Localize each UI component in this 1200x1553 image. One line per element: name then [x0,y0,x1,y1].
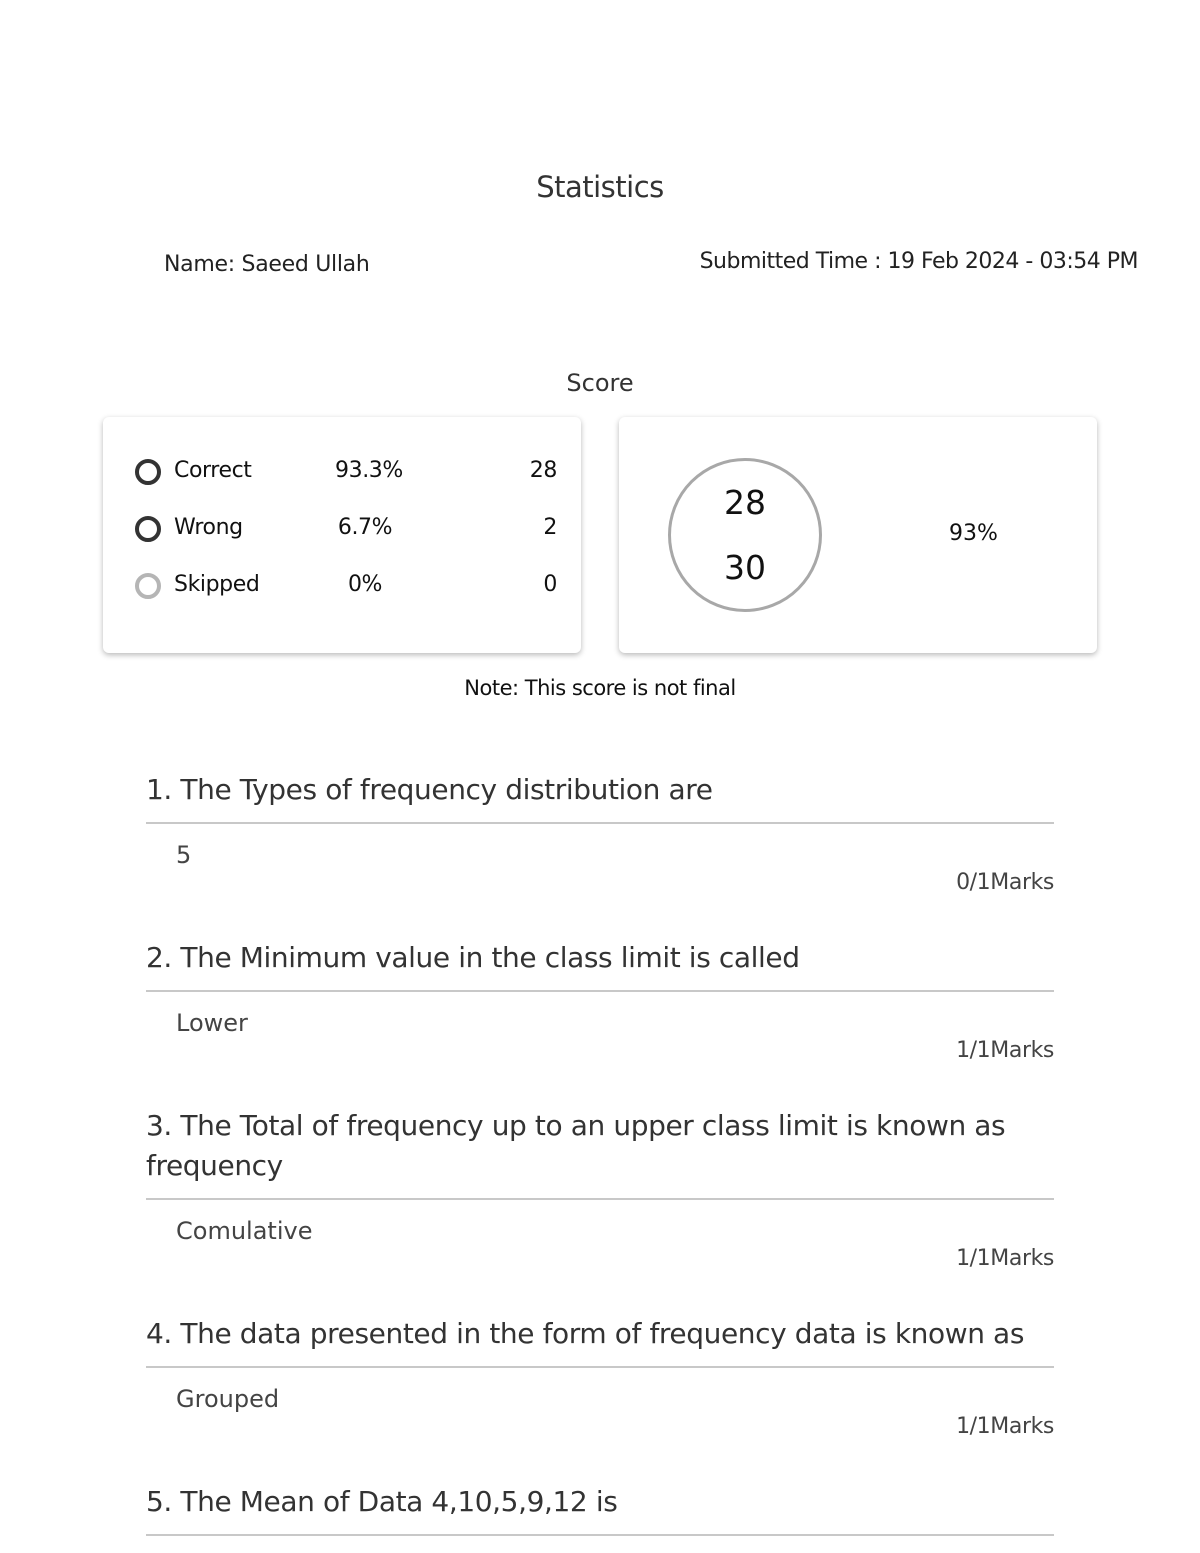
page-title: Statistics [536,170,664,204]
overall-percent: 93% [949,521,998,546]
question-marks: 1/1Marks [956,1414,1054,1439]
stat-label: Wrong [174,515,243,540]
stat-percent: 93.3% [335,458,403,483]
gauge-obtained: 28 [724,483,766,522]
submitted-value: 19 Feb 2024 - 03:54 PM [887,249,1138,274]
question-item [146,1314,1054,1439]
question-marks: 0/1Marks [956,870,1054,895]
correct-ring-icon [135,459,161,485]
question-answer: Lower [176,1009,248,1037]
wrong-ring-icon [135,516,161,542]
question-text: 5. The Mean of Data 4,10,5,9,12 is [146,1482,1054,1536]
score-gauge [668,458,822,612]
question-text: 3. The Total of frequency up to an upper class limit is known as frequency [146,1106,1054,1200]
question-item [146,1482,1054,1536]
score-heading: Score [566,369,634,397]
stat-row-correct [135,457,557,493]
stat-count: 2 [543,515,557,540]
question-answer: 5 [176,841,192,869]
question-text: 1. The Types of frequency distribution are [146,770,1054,824]
name-value: Saeed Ullah [241,252,370,277]
score-note: Note: This score is not final [464,676,736,700]
question-item [146,770,1054,895]
question-text: 2. The Minimum value in the class limit is called [146,938,1054,992]
name-label: Name: [164,252,235,277]
question-item [146,1106,1054,1271]
gauge-total: 30 [724,548,766,587]
question-text: 4. The data presented in the form of frequency data is known as [146,1314,1054,1368]
question-answer: Grouped [176,1385,280,1413]
stat-label: Skipped [174,572,260,597]
question-marks: 1/1Marks [956,1246,1054,1271]
stat-percent: 6.7% [337,515,393,540]
score-breakdown-card [103,417,581,653]
stat-count: 0 [543,572,557,597]
stat-label: Correct [174,458,252,483]
question-marks: 1/1Marks [956,1038,1054,1063]
stat-row-wrong [135,514,557,550]
student-name [164,252,369,277]
skipped-ring-icon [135,573,161,599]
stat-row-skipped [135,571,557,607]
submitted-label: Submitted Time : [699,249,881,274]
score-summary-card [619,417,1097,653]
submitted-time [700,249,1138,274]
stat-count: 28 [529,458,557,483]
question-item [146,938,1054,1063]
question-answer: Comulative [176,1217,313,1245]
stat-percent: 0% [347,572,383,597]
